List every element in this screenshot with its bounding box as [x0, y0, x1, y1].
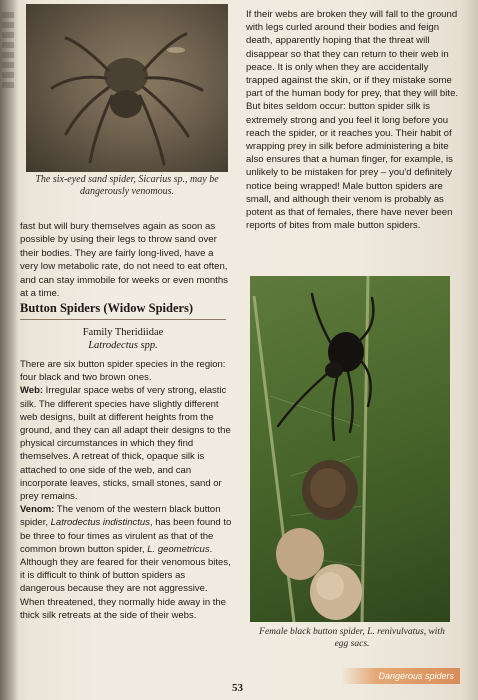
venom-paragraph	[20, 503, 232, 622]
button-spider-illustration	[250, 276, 450, 622]
chapter-tab: Dangerous spiders	[340, 668, 460, 684]
web-label: Web:	[20, 385, 44, 397]
family-name: Family Theridiidae	[82, 327, 164, 338]
button-spider-caption: Female black button spider, L. renivulvatus, with egg sacs.	[259, 627, 445, 649]
venom-label: Venom:	[20, 504, 55, 516]
sand-spider-caption: The six-eyed sand spider, Sicarius sp., may be dangerously venomous.	[35, 174, 219, 197]
web-text: Irregular space webs of very strong, elastic silk. The different species have slightly different web designs, built at different heights from the ground, and they can all adapt their designs to the physical circumstances in which they find themselves. A retreat of thick, opaque silk is attached to one side of the web, and can incorporate leaves, sticks, small stones, sand or prey remains.	[20, 385, 231, 503]
right-paragraph: If their webs are broken they will fall to the ground with legs curled around their bodies and feign death, apparently hoping that the threat will disappear so that they can return to their web in peace. It is only when they are accidentally trapped against the skin, or if they mistake some part of the human body for prey, that they will bite. But bites seldom occur: button spider silk is extremely strong and you feel it long before you reach the spider, or it reaches you. Their habit of wrapping prey in silk before administering a bite also ensures that a human finger, for example, is unlikely to be mistaken for prey – you'd definitely notice being wrapped! Male button spiders are small, and although their venom is probably as potent as that of females, there have never been reports of bites from male button spiders.	[246, 9, 459, 232]
sand-spider-illustration	[26, 4, 228, 172]
venom-text-3: . Although they are feared for their venomous bites, it is difficult to think of button spiders as dangerous because they are not aggressive. When threatened, they normally hide away in the thick silk retreats at the side of their webs.	[20, 543, 231, 621]
section-heading: Button Spiders (Widow Spiders)	[20, 301, 226, 320]
button-spider-photo	[250, 276, 450, 622]
button-spider-body	[20, 358, 232, 622]
venom-species-2: L. geometricus	[147, 543, 210, 555]
family-block	[20, 326, 226, 352]
web-paragraph	[20, 384, 232, 503]
page-number: 53	[232, 682, 243, 694]
venom-text-1: The venom of the western black button spider,	[20, 504, 221, 529]
left-column-continuation	[20, 220, 232, 300]
venom-text-2: , has been found to be three to four times as virulent as that of the common brown button spider,	[20, 517, 232, 555]
sand-spider-photo	[26, 4, 228, 172]
continuation-paragraph: fast but will bury themselves again as soon as possible by using their legs to throw sand over their bodies. They are fairly long-lived, have a very low metabolic rate, do not need to eat often, and can stay immobile for weeks or even months at a time.	[20, 221, 228, 300]
book-spine	[0, 0, 18, 700]
venom-species-1: Latrodectus indistinctus	[50, 517, 150, 529]
right-column	[246, 8, 460, 232]
intro-paragraph: There are six button spider species in the region: four black and two brown ones.	[20, 359, 226, 384]
genus-name: Latrodectus spp.	[88, 340, 158, 351]
margin-notes	[2, 12, 14, 92]
